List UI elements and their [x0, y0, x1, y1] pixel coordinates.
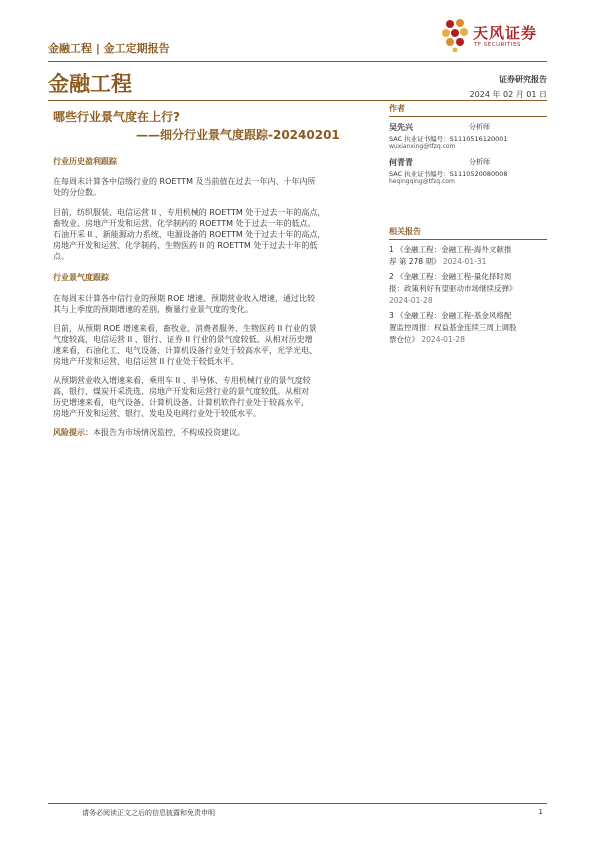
related-report-title-line: 《金融工程：金融工程-基金风格配 — [396, 311, 512, 320]
related-reports-panel — [389, 226, 547, 346]
related-report-title-line: 《金融工程：金融工程-海外文献推 — [396, 245, 512, 254]
related-report-item[interactable] — [389, 244, 547, 268]
page-number: 1 — [538, 808, 543, 816]
text-line: 高，银行、煤炭开采洗选、房地产开发和运营行业的景气度较低。从相对 — [53, 387, 309, 396]
authors-panel — [389, 103, 547, 192]
report-subtitle-question: 哪些行业景气度在上行? — [53, 110, 180, 124]
text-line: 处的分位数。 — [53, 188, 101, 197]
report-category: 金融工程 | 金工定期报告 — [48, 42, 170, 55]
text-line: 畜牧业、房地产开发和运营、化学制药的 ROETTM 处于过去一年的低点。 — [53, 219, 316, 228]
risk-label: 风险提示： — [53, 428, 93, 437]
related-report-date: 2024-01-28 — [421, 335, 465, 344]
analyst-name: 吴先兴 — [389, 123, 413, 132]
related-report-number: 1 — [389, 245, 394, 254]
text-line: 在每周末计算各中信行业的预期 ROE 增速、预期营业收入增速，通过比较 — [53, 294, 315, 303]
related-report-title-line: 《金融工程：金融工程-量化择时周 — [396, 272, 512, 281]
text-line: 石油开采 II 、新能源动力系统、电源设备的 ROETTM 处于过去十年的高点， — [53, 230, 326, 239]
text-line: 房地产开发和运营、化学制药、生物医药 II 的 ROETTM 处于过去十年的低 — [53, 241, 318, 250]
text-line: 点。 — [53, 252, 69, 261]
company-logo — [441, 18, 551, 52]
analyst-name: 何青青 — [389, 158, 413, 167]
report-subtitle-series: ——细分行业景气度跟踪-20240201 — [136, 128, 340, 142]
footer-divider — [48, 803, 547, 804]
title-divider — [48, 100, 547, 101]
header-divider — [48, 61, 547, 62]
authors-heading: 作者 — [389, 103, 547, 117]
risk-warning — [53, 427, 376, 438]
text-line: 从预期营业收入增速来看，乘用车 II 、半导体、专用机械行业的景气度较 — [53, 376, 311, 385]
page-title: 金融工程 — [48, 72, 132, 96]
section-paragraph — [53, 176, 376, 198]
report-date: 2024 年 02 月 01 日 — [469, 90, 547, 99]
analyst-sac-number: SAC 执业证书编号：S1110520080008 — [389, 170, 508, 178]
main-content — [53, 156, 376, 438]
risk-text: 本报告为市场情况监控，不构成投资建议。 — [93, 428, 245, 437]
related-report-item[interactable] — [389, 271, 547, 307]
logo-flower-icon — [441, 18, 471, 52]
text-line: 气度较高，电信运营 II 、银行、证券 II 行业的景气度较低。从相对历史增 — [53, 335, 313, 344]
related-report-item[interactable] — [389, 310, 547, 346]
section-title-prosperity: 行业景气度跟踪 — [53, 273, 109, 282]
text-line: 目前，从预期 ROE 增速来看，畜牧业、消费者服务、生物医药 II 行业的景 — [53, 324, 317, 333]
section-paragraph — [53, 323, 376, 367]
related-report-date: 2024-01-28 — [389, 296, 433, 305]
text-line: 其与上季度的预期增速的差别，衡量行业景气度的变化。 — [53, 305, 253, 314]
text-line: 目前，纺织服装、电信运营 II 、专用机械的 ROETTM 处于过去一年的高点， — [53, 208, 326, 217]
footer-disclaimer: 请务必阅读正文之后的信息披露和免责申明 — [82, 809, 215, 817]
text-line: 速来看，石油化工、电气设备、计算机设备行业处于较高水平，光学光电、 — [53, 346, 317, 355]
text-line: 房地产开发和运营、银行、发电及电网行业处于较低水平。 — [53, 409, 261, 418]
text-line: 在每周末计算各中信级行业的 ROETTM 及当前值在过去一年内、十年内所 — [53, 177, 316, 186]
text-line: 房地产开发和运营、电信运营 II 行业处于较低水平。 — [53, 357, 239, 366]
section-paragraph — [53, 207, 376, 262]
text-line: 历史增速来看，电气设备、计算机设备、计算机软件行业处于较高水平， — [53, 398, 309, 407]
logo-english-name: TF SECURITIES — [474, 42, 521, 48]
analyst-email[interactable]: wuxianxing@tfzq.com — [389, 143, 456, 150]
analyst-sac-number: SAC 执业证书编号：S1110516120001 — [389, 135, 508, 143]
related-report-title-line: 报：政策利好有望驱动市场继续反弹》 — [389, 284, 517, 293]
section-paragraph — [53, 375, 376, 419]
analyst-card — [389, 157, 547, 192]
related-report-title-line: 荐 第 278 期》 — [389, 257, 441, 266]
report-type: 证券研究报告 — [499, 75, 547, 84]
logo-name: 天风证券 — [473, 24, 538, 42]
related-report-date: 2024-01-31 — [442, 257, 487, 266]
related-reports-heading: 相关报告 — [389, 226, 547, 240]
related-report-number: 2 — [389, 272, 394, 281]
related-report-title-line: 置监控周报：权益基金连续三周上调股 — [389, 323, 517, 332]
related-report-number: 3 — [389, 311, 394, 320]
analyst-title: 分析师 — [469, 123, 490, 131]
related-report-title-line: 票仓位》 — [389, 335, 419, 344]
analyst-email[interactable]: heqingqing@tfzq.com — [389, 178, 455, 185]
analyst-card — [389, 122, 547, 157]
section-paragraph — [53, 293, 376, 315]
analyst-title: 分析师 — [469, 158, 490, 166]
section-title-profit: 行业历史盈利跟踪 — [53, 157, 117, 166]
